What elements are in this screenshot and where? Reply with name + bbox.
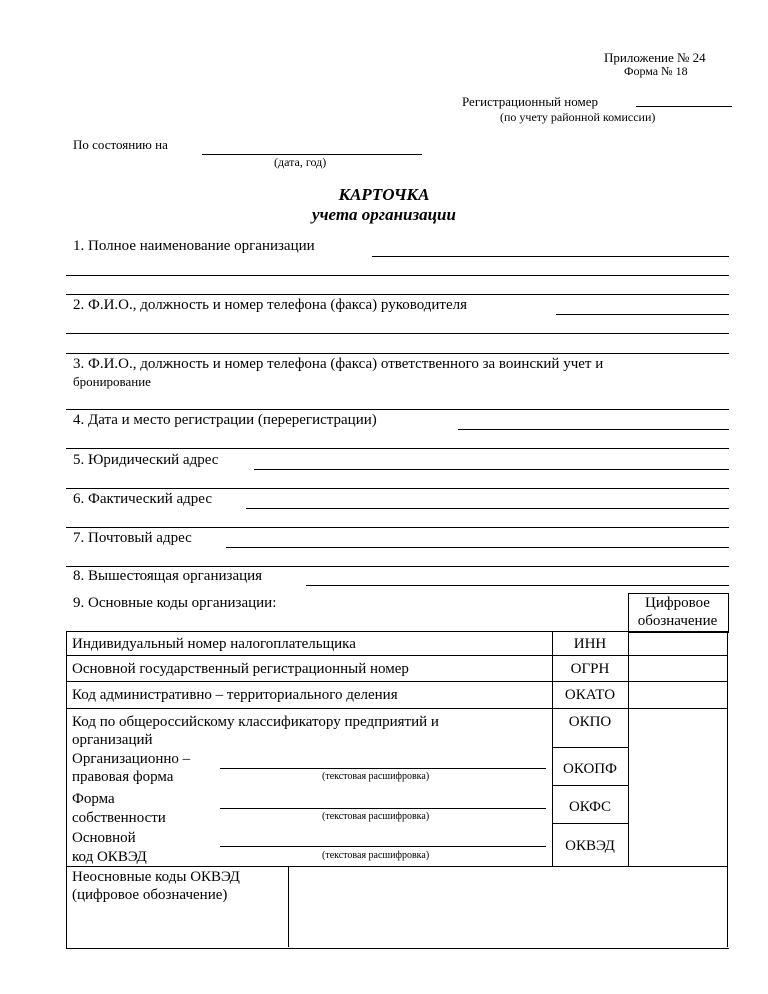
okopf-decode-hint: (текстовая расшифровка) bbox=[322, 771, 430, 782]
card-subtitle: учета организации bbox=[312, 205, 456, 224]
okopf-decode-field[interactable] bbox=[220, 768, 546, 769]
field-6-line-2[interactable] bbox=[66, 527, 729, 528]
okpo-label-2: организаций bbox=[72, 732, 153, 748]
okato-value-input[interactable] bbox=[629, 682, 727, 708]
okopf-label-1: Организационно – bbox=[72, 751, 191, 767]
ogrn-label: Основной государственный регистрационный номер bbox=[72, 661, 409, 677]
okved-value-input[interactable] bbox=[629, 824, 727, 866]
secondary-okved-label-2: (цифровое обозначение) bbox=[72, 887, 228, 903]
registration-hint: (по учету районной комиссии) bbox=[500, 110, 656, 124]
okved-code: ОКВЭД bbox=[565, 838, 615, 854]
okpo-label-1: Код по общероссийскому классификатору предприятий и bbox=[72, 714, 439, 730]
field-3-label-cont: бронирование bbox=[73, 374, 151, 389]
okved-label-2: код ОКВЭД bbox=[72, 849, 147, 865]
secondary-okved-input[interactable] bbox=[289, 867, 727, 947]
field-1-line-2[interactable] bbox=[66, 275, 729, 276]
registration-number-label: Регистрационный номер bbox=[462, 94, 598, 109]
ogrn-value-input[interactable] bbox=[629, 656, 727, 681]
row-sep bbox=[552, 785, 628, 786]
registration-number-field[interactable] bbox=[636, 106, 732, 107]
field-1-line-3[interactable] bbox=[66, 294, 729, 295]
digit-header-2: обозначение bbox=[637, 613, 718, 629]
field-2-label: 2. Ф.И.О., должность и номер телефона (факса) руководителя bbox=[73, 297, 468, 313]
field-9-label: 9. Основные коды организации: bbox=[73, 595, 277, 611]
row-sep bbox=[552, 747, 628, 748]
field-7-input[interactable] bbox=[226, 547, 729, 548]
field-2-line-2[interactable] bbox=[66, 333, 729, 334]
field-1-input[interactable] bbox=[372, 256, 729, 257]
field-7-label: 7. Почтовый адрес bbox=[73, 530, 192, 546]
okved-label-1: Основной bbox=[72, 830, 136, 846]
field-5-line-2[interactable] bbox=[66, 488, 729, 489]
status-date-label: По состоянию на bbox=[73, 137, 168, 152]
date-hint: (дата, год) bbox=[274, 155, 327, 169]
appendix-label: Приложение № 24 bbox=[604, 50, 706, 65]
form-number: Форма № 18 bbox=[624, 64, 688, 78]
okved-decode-field[interactable] bbox=[220, 846, 546, 847]
inn-label: Индивидуальный номер налогоплательщика bbox=[72, 636, 356, 652]
digit-col-right bbox=[727, 631, 728, 867]
okfs-decode-hint: (текстовая расшифровка) bbox=[322, 811, 430, 822]
card-title: КАРТОЧКА bbox=[338, 185, 430, 204]
digit-header-1: Цифровое bbox=[645, 595, 710, 611]
field-4-label: 4. Дата и место регистрации (перерегистрации) bbox=[73, 412, 377, 428]
field-6-label: 6. Фактический адрес bbox=[73, 491, 212, 507]
inn-value-input[interactable] bbox=[629, 632, 727, 655]
field-4-input[interactable] bbox=[458, 429, 729, 430]
okopf-value-input[interactable] bbox=[629, 748, 727, 785]
secondary-okved-label-1: Неосновные коды ОКВЭД bbox=[72, 869, 240, 885]
field-5-input[interactable] bbox=[254, 469, 729, 470]
field-6-input[interactable] bbox=[246, 508, 729, 509]
okfs-value-input[interactable] bbox=[629, 786, 727, 823]
inn-code: ИНН bbox=[573, 636, 607, 652]
field-3-input[interactable] bbox=[66, 409, 729, 410]
field-8-input[interactable] bbox=[306, 585, 729, 586]
secondary-col-right bbox=[727, 866, 728, 947]
field-1-label: 1. Полное наименование организации bbox=[73, 238, 315, 254]
okato-label: Код административно – территориального деления bbox=[72, 687, 398, 703]
field-7-line-2[interactable] bbox=[66, 566, 729, 567]
okfs-code: ОКФС bbox=[568, 799, 612, 815]
field-2-line-3[interactable] bbox=[66, 353, 729, 354]
okpo-value-input[interactable] bbox=[629, 709, 727, 747]
row-sep bbox=[552, 823, 628, 824]
field-3-label: 3. Ф.И.О., должность и номер телефона (факса) ответственного за воинский учет и bbox=[73, 356, 604, 372]
okopf-code: ОКОПФ bbox=[563, 761, 617, 777]
okato-code: ОКАТО bbox=[564, 687, 616, 703]
okfs-decode-field[interactable] bbox=[220, 808, 546, 809]
okfs-label-2: собственности bbox=[72, 810, 166, 826]
okfs-label-1: Форма bbox=[72, 791, 115, 807]
field-5-label: 5. Юридический адрес bbox=[73, 452, 219, 468]
field-8-label: 8. Вышестоящая организация bbox=[73, 568, 263, 584]
ogrn-code: ОГРН bbox=[570, 661, 610, 677]
field-2-input[interactable] bbox=[556, 314, 729, 315]
okved-decode-hint: (текстовая расшифровка) bbox=[322, 850, 430, 861]
okpo-code: ОКПО bbox=[568, 714, 612, 730]
field-4-line-2[interactable] bbox=[66, 448, 729, 449]
okopf-label-2: правовая форма bbox=[72, 769, 174, 785]
